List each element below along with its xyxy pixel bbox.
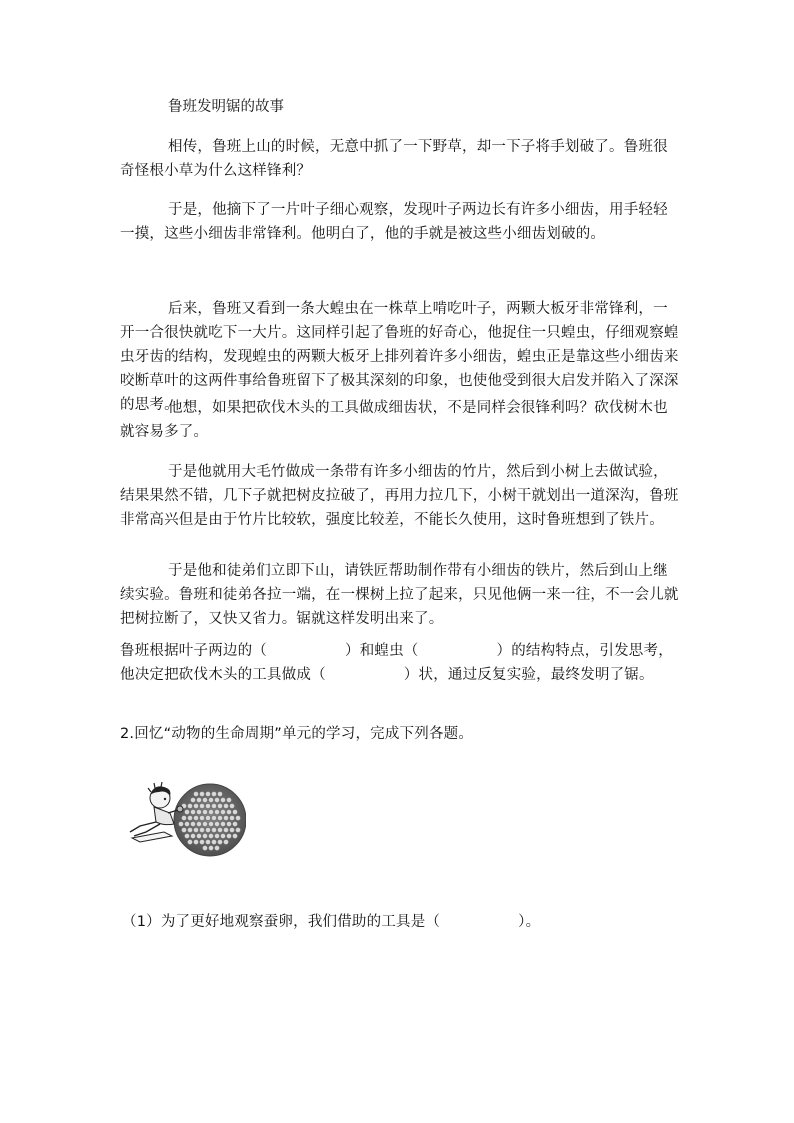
silkworm-egg [226,821,231,826]
silkworm-egg [199,791,204,796]
story-title: 鲁班发明锯的故事 [168,99,284,115]
paragraph-5: 于是他就用大毛竹做成一条带有许多小细齿的竹片，然后到小树上去做试验，结果果然不错，几下子就把树皮拉破了，再用力拉几下，小树干就划出一道深沟，鲁班非常高兴但是由于竹片比较软，强度比较差，不能长久使用，这时鲁班想到了铁片。 [120,464,679,528]
silkworm-egg [226,809,231,814]
silkworm-egg [229,803,234,808]
silkworm-egg [208,833,213,838]
silkworm-egg [205,803,210,808]
silkworm-egg [214,833,219,838]
silkworm-egg [217,827,222,832]
silkworm-egg [205,839,210,844]
silkworm-egg [223,815,228,820]
silkworm-egg [217,803,222,808]
question-2-heading: 2.回忆“动物的生命周期”单元的学习，完成下列各题。 [120,726,474,742]
silkworm-egg [202,797,207,802]
silkworm-egg [214,845,219,850]
question-1-text-d: ）状，通过反复实验，最终发明了锯。 [403,667,654,683]
silkworm-egg [226,833,231,838]
silkworm-egg [229,827,234,832]
silkworm-egg [187,839,192,844]
silkworm-egg [208,845,213,850]
silkworm-egg [205,815,210,820]
silkworm-egg [214,809,219,814]
silkworm-egg [217,791,222,796]
silkworm-egg [211,815,216,820]
silkworm-egg [208,809,213,814]
silkworm-egg [223,839,228,844]
silkworm-egg [214,797,219,802]
silkworm-egg [211,791,216,796]
silkworm-egg [223,803,228,808]
silkworm-egg [205,827,210,832]
silkworm-egg [178,821,183,826]
paragraph-6: 于是他和徒弟们立即下山，请铁匠帮助制作带有小细齿的铁片，然后到山上继续实验。鲁班和徒弟各拉一端，在一棵树上拉了起来，只见他俩一来一往，不一会儿就把树拉断了，又快又省力。锯就这样发明出来了。 [120,563,679,627]
question-1 [120,639,680,687]
silkworm-egg [226,797,231,802]
silkworm-egg [190,833,195,838]
silkworm-egg [199,815,204,820]
silkworm-egg [193,791,198,796]
silkworm-egg [202,845,207,850]
question-2-part-1-text-b: ）。 [518,914,541,930]
silkworm-egg [196,797,201,802]
silkworm-egg [202,833,207,838]
paragraph-1: 相传，鲁班上山的时候，无意中抓了一下野草，却一下子将手划破了。鲁班很奇怪根小草为什么这样锋利？ [120,139,668,179]
silkworm-egg [181,815,186,820]
silkworm-egg [235,827,240,832]
silkworm-egg [220,809,225,814]
silkworm-egg [184,821,189,826]
question-1-text-b: ）和蝗虫（ [345,643,419,659]
boy-magnifier-silkworm-eggs-illustration [128,780,246,862]
paragraph-3: 后来，鲁班又看到一条大蝗虫在一株草上啃吃叶子，两颗大板牙非常锋利，一开一合很快就吃下一大片。这同样引起了鲁班的好奇心，他捉住一只蝗虫，仔细观察蝗虫牙齿的结构，发现蝗虫的两颗大板牙上排列着许多小细齿，蝗虫正是靠这些小细齿来咬断草叶的这两件事给鲁班留下了极其深刻的印象，也使他受到很大启发并陷入了深深的思考。 [120,301,679,413]
silkworm-egg [187,803,192,808]
silkworm-egg [202,809,207,814]
silkworm-egg [196,833,201,838]
paragraph-4: 他想，如果把砍伐木头的工具做成细齿状，不是同样会很锋利吗？砍伐树木也就容易多了。 [120,400,668,440]
question-2-part-1-text-a: （1）为了更好地观察蚕卵，我们借助的工具是（ [122,914,441,930]
silkworm-egg [232,809,237,814]
silkworm-egg [181,827,186,832]
silkworm-egg [223,827,228,832]
silkworm-egg [217,839,222,844]
silkworm-egg [196,821,201,826]
silkworm-egg [220,821,225,826]
silkworm-egg [193,815,198,820]
silkworm-egg [190,821,195,826]
silkworm-egg [232,821,237,826]
silkworm-egg [211,803,216,808]
silkworm-egg [184,809,189,814]
silkworm-egg [190,797,195,802]
silkworm-egg [235,815,240,820]
silkworm-egg [184,833,189,838]
silkworm-egg [211,827,216,832]
silkworm-egg [232,833,237,838]
silkworm-egg [190,809,195,814]
silkworm-egg [199,827,204,832]
silkworm-egg [199,803,204,808]
silkworm-egg [202,821,207,826]
silkworm-egg [208,821,213,826]
silkworm-egg [211,839,216,844]
silkworm-egg [187,815,192,820]
silkworm-egg [220,833,225,838]
silkworm-egg [205,791,210,796]
silkworm-egg [193,839,198,844]
silkworm-egg [214,821,219,826]
silkworm-egg [208,797,213,802]
silkworm-egg [196,809,201,814]
question-2-part-1 [122,910,682,934]
silkworm-egg [187,827,192,832]
silkworm-egg [193,803,198,808]
silkworm-egg [193,827,198,832]
silkworm-egg [220,797,225,802]
silkworm-egg [199,839,204,844]
silkworm-egg [217,815,222,820]
paragraph-2: 于是，他摘下了一片叶子细心观察，发现叶子两边长有许多小细齿，用手轻轻一摸，这些小细齿非常锋利。他明白了，他的手就是被这些小细齿划破的。 [120,202,668,242]
question-1-text-c: ）的结构特点，引发思考，他决定把砍伐木头的工具做成（ [120,643,673,683]
question-1-text-a: 鲁班根据叶子两边的（ [120,643,267,659]
silkworm-egg [229,815,234,820]
